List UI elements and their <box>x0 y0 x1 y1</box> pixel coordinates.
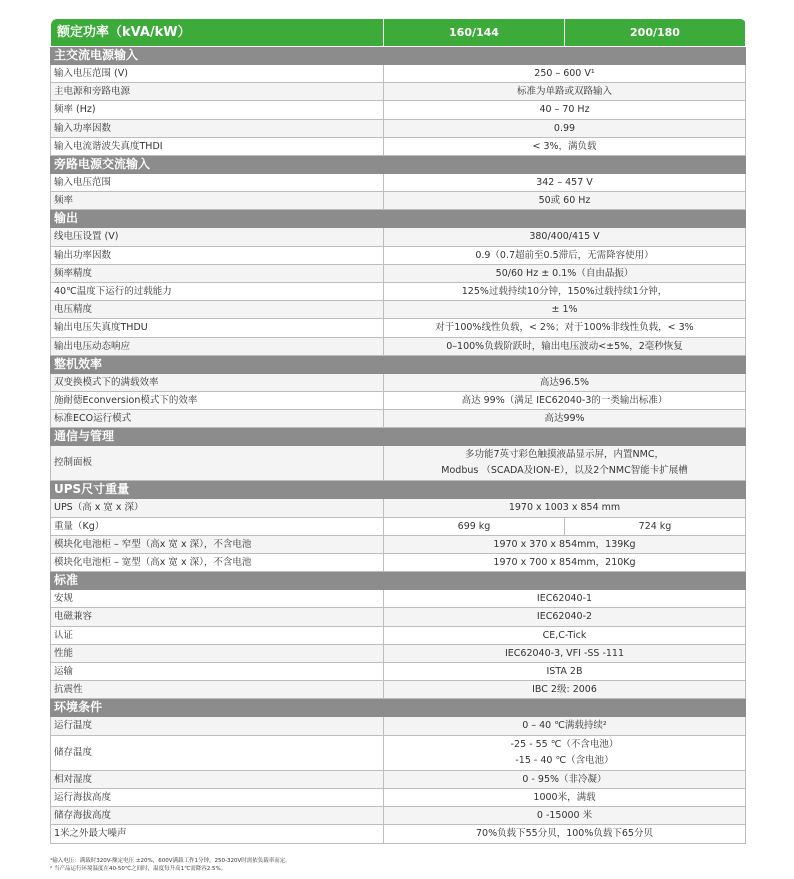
row-value: IBC 2级: 2006 <box>384 681 746 699</box>
section-title: 环境条件 <box>51 699 746 717</box>
row-value: 50/60 Hz ± 0.1%（自由晶振） <box>384 264 746 282</box>
row-label: 性能 <box>51 644 384 662</box>
row-value: 高达 99%（满足 IEC62040-3的一类输出标准） <box>384 392 746 410</box>
row-label: 1米之外最大噪声 <box>51 825 384 843</box>
row-label: 储存温度 <box>51 735 384 770</box>
section-title: 旁路电源交流输入 <box>51 156 746 174</box>
row-value: 高达99% <box>384 410 746 428</box>
table-row <box>51 663 746 681</box>
row-label: 运输 <box>51 663 384 681</box>
spec-table-container <box>50 18 745 844</box>
section-header <box>51 699 746 717</box>
footnote-1: ¹输入电压：满载时320V-额定电压 ±20%，600V满载工作1分钟，250-320V时需依负载率而定。 <box>50 858 291 864</box>
row-value-line: Modbus （SCADA及ION-E），以及2个NMC智能卡扩展槽 <box>441 465 688 477</box>
row-value <box>384 735 746 770</box>
row-value: 高达96.5% <box>384 373 746 391</box>
section-header <box>51 47 746 65</box>
table-row <box>51 337 746 355</box>
table-row <box>51 535 746 553</box>
row-label: 输入电流谐波失真度THDI <box>51 137 384 155</box>
row-value: 342 – 457 V <box>384 174 746 192</box>
row-value: 50或 60 Hz <box>384 192 746 210</box>
row-label: 频率精度 <box>51 264 384 282</box>
row-label: 主电源和旁路电源 <box>51 83 384 101</box>
row-value: 0.9（0.7超前至0.5滞后，无需降容使用） <box>384 246 746 264</box>
row-value: IEC62040-2 <box>384 608 746 626</box>
section-header <box>51 428 746 446</box>
row-value: 0 – 40 ℃满载持续² <box>384 717 746 735</box>
row-label: 输出电压失真度THDU <box>51 319 384 337</box>
section-header <box>51 355 746 373</box>
header-title: 额定功率（kVA/kW） <box>51 19 384 47</box>
row-label: 输入电压范围 <box>51 174 384 192</box>
row-value: ± 1% <box>384 301 746 319</box>
section-title: 主交流电源输入 <box>51 47 746 65</box>
row-label: 频率 <box>51 192 384 210</box>
row-value: 0 -15000 米 <box>384 807 746 825</box>
row-value: 40 – 70 Hz <box>384 101 746 119</box>
table-row <box>51 410 746 428</box>
row-value: IEC62040-1 <box>384 590 746 608</box>
table-row <box>51 192 746 210</box>
row-label: 电压精度 <box>51 301 384 319</box>
table-row <box>51 590 746 608</box>
row-value: 380/400/415 V <box>384 228 746 246</box>
table-row <box>51 283 746 301</box>
section-title: 输出 <box>51 210 746 228</box>
row-label: 线电压设置 (V) <box>51 228 384 246</box>
row-value: 1970 x 1003 x 854 mm <box>384 499 746 517</box>
row-value: ISTA 2B <box>384 663 746 681</box>
row-value: 1970 x 370 x 854mm，139Kg <box>384 535 746 553</box>
row-label: 相对湿度 <box>51 770 384 788</box>
row-value: 对于100%线性负载，< 2%；对于100%非线性负载，< 3% <box>384 319 746 337</box>
section-title: UPS尺寸重量 <box>51 481 746 499</box>
table-row <box>51 228 746 246</box>
row-value: 125%过载持续10分钟，150%过载持续1分钟， <box>384 283 746 301</box>
header-col-160: 160/144 <box>384 19 565 47</box>
table-row <box>51 735 746 770</box>
row-label: 输入功率因数 <box>51 119 384 137</box>
row-label: 输出功率因数 <box>51 246 384 264</box>
row-value-line: -25 - 55 ℃（不含电池） <box>510 738 619 750</box>
row-label: 施耐德Econversion模式下的效率 <box>51 392 384 410</box>
row-value: 1970 x 700 x 854mm，210Kg <box>384 554 746 572</box>
row-label: 模块化电池柜 – 窄型（高x 宽 x 深），不含电池 <box>51 535 384 553</box>
row-label: 输入电压范围 (V) <box>51 65 384 83</box>
table-row <box>51 373 746 391</box>
table-row <box>51 554 746 572</box>
table-row <box>51 174 746 192</box>
row-label: 40℃温度下运行的过载能力 <box>51 283 384 301</box>
footnotes <box>50 857 291 873</box>
row-label: 运行海拔高度 <box>51 788 384 806</box>
table-row <box>51 517 746 535</box>
row-label: 认证 <box>51 626 384 644</box>
row-label: UPS（高 x 宽 x 深） <box>51 499 384 517</box>
row-label: 输出电压动态响应 <box>51 337 384 355</box>
row-label: 模块化电池柜 – 宽型（高x 宽 x 深），不含电池 <box>51 554 384 572</box>
section-title: 标准 <box>51 572 746 590</box>
table-row <box>51 246 746 264</box>
row-value: 250 – 600 V¹ <box>384 65 746 83</box>
row-value <box>384 446 746 481</box>
section-header <box>51 156 746 174</box>
row-value: 0 - 95%（非冷凝） <box>384 770 746 788</box>
section-title: 整机效率 <box>51 355 746 373</box>
table-row <box>51 644 746 662</box>
section-header <box>51 481 746 499</box>
row-label: 标准ECO运行模式 <box>51 410 384 428</box>
table-row <box>51 788 746 806</box>
table-row <box>51 825 746 843</box>
row-label: 频率 (Hz) <box>51 101 384 119</box>
section-title: 通信与管理 <box>51 428 746 446</box>
row-value: 0–100%负载阶跃时，输出电压波动<±5%，2毫秒恢复 <box>384 337 746 355</box>
row-label: 双变换模式下的满载效率 <box>51 373 384 391</box>
header-col-200: 200/180 <box>565 19 746 47</box>
table-row <box>51 499 746 517</box>
table-row <box>51 446 746 481</box>
row-label: 安规 <box>51 590 384 608</box>
table-row <box>51 392 746 410</box>
row-value-line: -15 - 40 ℃（含电池） <box>515 754 614 766</box>
row-label: 电磁兼容 <box>51 608 384 626</box>
section-header <box>51 210 746 228</box>
row-label: 抗震性 <box>51 681 384 699</box>
table-row <box>51 65 746 83</box>
table-row <box>51 301 746 319</box>
row-value: 1000米，满载 <box>384 788 746 806</box>
table-row <box>51 101 746 119</box>
row-value: 70%负载下55分贝，100%负载下65分贝 <box>384 825 746 843</box>
row-label: 控制面板 <box>51 446 384 481</box>
spec-table <box>50 18 746 844</box>
row-value: 标准为单路或双路输入 <box>384 83 746 101</box>
table-row <box>51 717 746 735</box>
table-row <box>51 319 746 337</box>
section-header <box>51 572 746 590</box>
row-value-line: 多功能7英寸彩色触摸液晶显示屏，内置NMC， <box>465 449 664 461</box>
table-row <box>51 770 746 788</box>
row-label: 运行温度 <box>51 717 384 735</box>
table-row <box>51 626 746 644</box>
table-header <box>51 19 746 47</box>
row-label: 重量（Kg） <box>51 517 384 535</box>
table-row <box>51 681 746 699</box>
row-value: 0.99 <box>384 119 746 137</box>
table-row <box>51 83 746 101</box>
table-row <box>51 119 746 137</box>
row-label: 储存海拔高度 <box>51 807 384 825</box>
row-value: < 3%，满负载 <box>384 137 746 155</box>
row-value: IEC62040-3, VFI -SS -111 <box>384 644 746 662</box>
table-row <box>51 608 746 626</box>
row-value-200: 724 kg <box>565 517 746 535</box>
footnote-2: ² 当产品运行环境温度在40-50℃之间时，温度每升高1℃需降容2.5%。 <box>50 866 227 872</box>
row-value-160: 699 kg <box>384 517 565 535</box>
row-value: CE,C-Tick <box>384 626 746 644</box>
table-row <box>51 807 746 825</box>
table-row <box>51 264 746 282</box>
table-row <box>51 137 746 155</box>
